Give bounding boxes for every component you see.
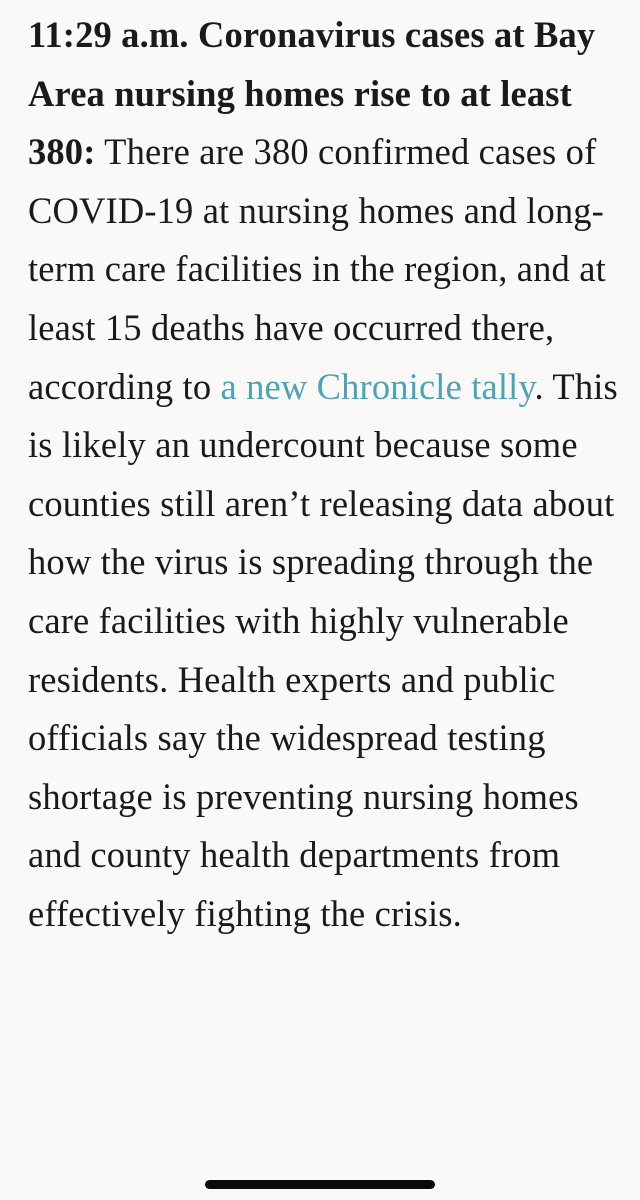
body-text-after-link: . This is likely an undercount because some counties still aren’t releasing data about how the virus is spreading through the care facilities with highly vulnerable residents. Health experts and public officials say the widespread testing shortage is preventing nursing homes and county health departments from effectively fighting the crisis. [28, 365, 618, 934]
live-update-entry [28, 6, 628, 944]
update-timestamp: 11:29 a.m. [28, 14, 189, 55]
body-text-before-link: There are 380 confirmed cases of COVID-19 at nursing homes and long-term care facilities in the region, and at least 15 deaths have occurred there, according to [28, 131, 606, 407]
article-content [28, 6, 628, 944]
home-indicator-bar[interactable] [205, 1180, 435, 1189]
headline-text: Coronavirus cases at Bay Area nursing homes rise to at least 380: [28, 14, 596, 173]
chronicle-tally-link[interactable]: a new Chronicle tally [220, 365, 535, 407]
